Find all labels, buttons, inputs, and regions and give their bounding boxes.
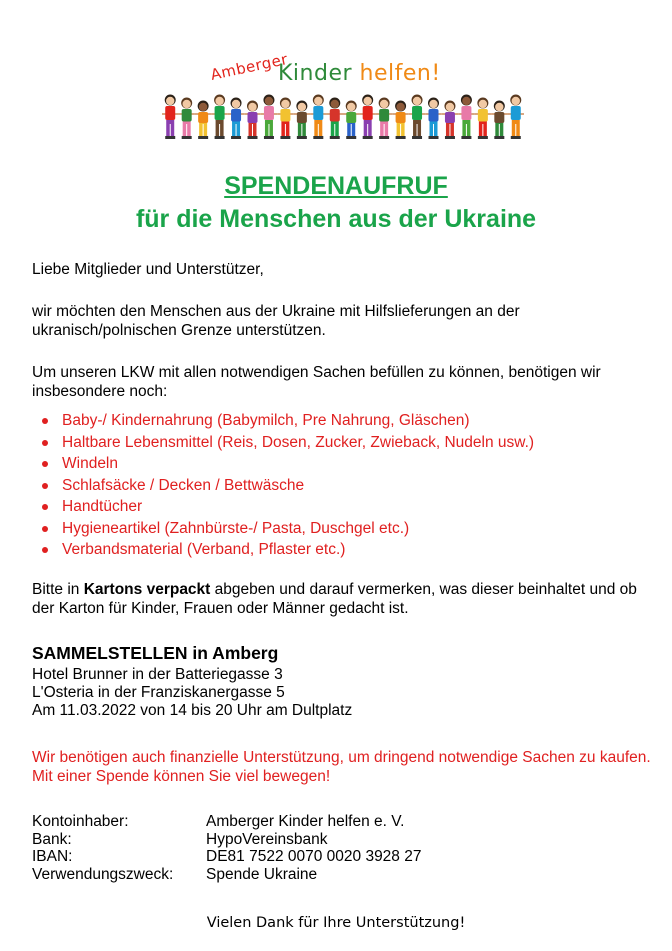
child-figure xyxy=(162,95,178,140)
packing-text-start: Bitte in xyxy=(32,581,84,598)
greeting: Liebe Mitglieder und Unterstützer, xyxy=(32,261,264,278)
bank-value: HypoVereinsbank xyxy=(206,830,328,848)
needs-intro: Um unseren LKW mit allen notwendigen Sachen befüllen zu können, benötigen wir insbesondere noch: xyxy=(32,364,601,400)
bank-row xyxy=(32,831,421,849)
child-figure xyxy=(327,98,343,140)
needs-list-item: Hygieneartikel (Zahnbürste-/ Pasta, Duschgel etc.) xyxy=(32,518,534,540)
child-figure xyxy=(475,98,491,140)
collection-point: L'Osteria in der Franziskanergasse 5 xyxy=(32,684,285,701)
child-figure xyxy=(310,95,326,140)
needs-list-item: Verbandsmaterial (Verband, Pflaster etc.) xyxy=(32,539,534,561)
child-figure xyxy=(508,95,524,140)
thank-you-note: Vielen Dank für Ihre Unterstützung! xyxy=(206,915,466,931)
child-figure xyxy=(228,98,244,140)
intro-paragraph: wir möchten den Menschen aus der Ukraine mit Hilfslieferungen an der ukranisch/polnischen Grenze unterstützen. xyxy=(32,303,520,339)
child-figure xyxy=(294,101,310,140)
needs-list-item: Windeln xyxy=(32,453,534,475)
collection-point: Hotel Brunner in der Batteriegasse 3 xyxy=(32,666,283,683)
child-figure xyxy=(376,98,392,140)
bank-row xyxy=(32,813,421,831)
collection-point: Am 11.03.2022 von 14 bis 20 Uhr am Dultplatz xyxy=(32,702,353,719)
needs-list xyxy=(32,410,534,561)
child-figure xyxy=(442,101,458,140)
children-holding-hands-illustration xyxy=(162,92,524,142)
needs-list-item: Handtücher xyxy=(32,496,534,518)
bank-value: Spende Ukraine xyxy=(206,865,318,883)
bank-value: Amberger Kinder helfen e. V. xyxy=(206,813,405,830)
bank-details xyxy=(32,813,421,883)
logo-words xyxy=(278,61,441,86)
child-figure xyxy=(178,98,194,140)
child-figure xyxy=(195,101,211,140)
organization-logo xyxy=(0,40,672,150)
child-figure xyxy=(392,101,408,140)
bank-label: IBAN: xyxy=(32,848,73,865)
needs-list-item: Baby-/ Kindernahrung (Babymilch, Pre Nahrung, Gläschen) xyxy=(32,410,534,432)
child-figure xyxy=(343,101,359,140)
bank-value: DE81 7522 0070 0020 3928 27 xyxy=(206,848,422,865)
child-figure xyxy=(409,95,425,140)
needs-list-item: Haltbare Lebensmittel (Reis, Dosen, Zucker, Zwieback, Nudeln usw.) xyxy=(32,432,534,454)
packing-instructions xyxy=(32,580,652,618)
child-figure xyxy=(359,95,375,140)
packing-emphasis: Kartons verpackt xyxy=(83,581,211,598)
packing-text-end: abgeben und darauf vermerken, was dieser beinhaltet und ob der Karton für Kinder, Frauen oder Männer gedacht ist. xyxy=(32,581,637,617)
bank-label: Bank: xyxy=(32,830,72,848)
collection-points xyxy=(32,666,652,720)
child-figure xyxy=(458,95,474,140)
appeal-title: SPENDENAUFRUF xyxy=(224,172,448,200)
bank-row xyxy=(32,848,421,866)
collection-heading: SAMMELSTELLEN in Amberg xyxy=(32,643,279,663)
bank-row xyxy=(32,866,421,884)
child-figure xyxy=(211,95,227,140)
bank-label: Verwendungszweck: xyxy=(32,865,174,883)
child-figure xyxy=(261,95,277,140)
child-figure xyxy=(425,98,441,140)
child-figure xyxy=(491,101,507,140)
logo-word-amberger: Amberger xyxy=(208,50,290,84)
child-figure xyxy=(244,101,260,140)
bank-label: Kontoinhaber: xyxy=(32,813,129,830)
appeal-subtitle: für die Menschen aus der Ukraine xyxy=(135,205,537,233)
needs-list-item: Schlafsäcke / Decken / Bettwäsche xyxy=(32,475,534,497)
financial-appeal: Wir benötigen auch finanzielle Unterstützung, um dringend notwendige Sachen zu kaufen. Mit einer Spende können Sie viel bewegen! xyxy=(32,749,651,785)
logo-word-kinder: Kinder xyxy=(278,61,353,86)
child-figure xyxy=(277,98,293,140)
logo-word-helfen: helfen! xyxy=(359,61,441,86)
